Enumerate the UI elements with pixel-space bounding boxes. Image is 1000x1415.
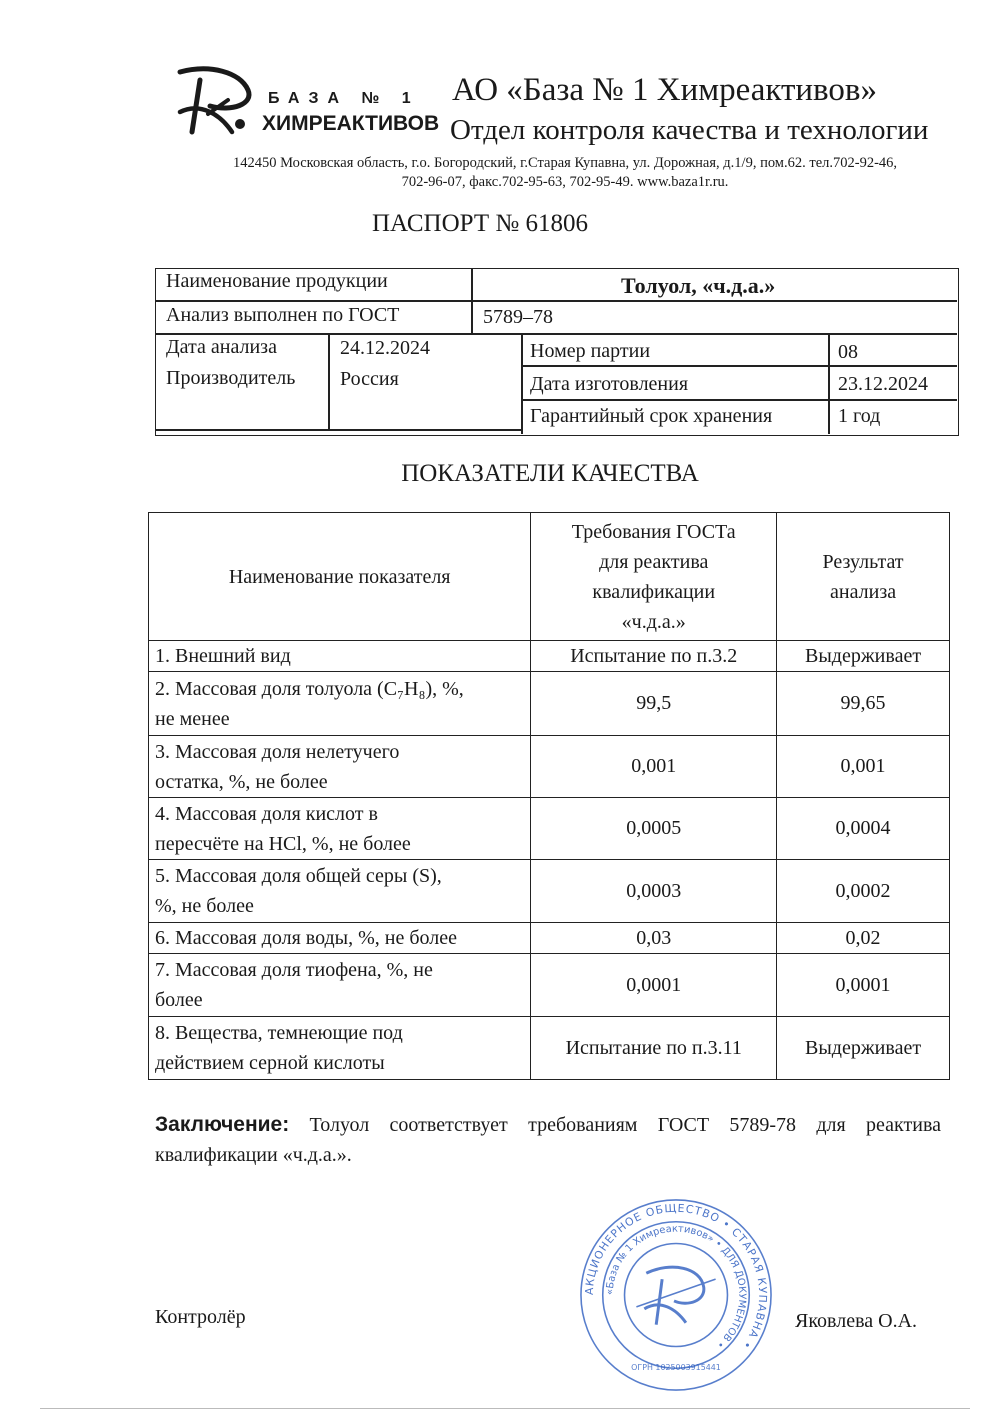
quality-table (148, 512, 950, 1080)
result-value: 0,0004 (777, 798, 950, 860)
requirement-value: 0,001 (531, 736, 777, 798)
quality-header-row (149, 513, 950, 641)
table-row (149, 641, 950, 672)
result-value: 99,65 (777, 672, 950, 736)
address-line1: 142450 Московская область, г.о. Богородский, г.Старая Купавна, ул. Дорожная, д.1/9, пом.62. тел.702-92-46, (232, 155, 898, 171)
table-row (149, 954, 950, 1017)
table-row (149, 923, 950, 954)
requirement-value: Испытание по п.3.2 (531, 641, 777, 672)
result-value: Выдерживает (777, 641, 950, 672)
manufacturer-label: Производитель (166, 367, 296, 389)
passport-title-text: ПАСПОРТ № 61806 (372, 210, 588, 237)
table-row (149, 1017, 950, 1080)
address-line2: 702-96-07, факс.702-95-63, 702-95-49. www.baza1r.ru. (401, 174, 729, 190)
manufacture-date-value: 23.12.2024 (838, 373, 928, 395)
result-value: Выдерживает (777, 1017, 950, 1080)
analysis-date-label: Дата анализа (166, 336, 277, 358)
analysis-date-value: 24.12.2024 (340, 337, 430, 359)
column-header-requirement: Требования ГОСТа для реактива квалификации «ч.д.а.» (531, 513, 777, 641)
product-info-table (155, 268, 959, 436)
controller-label: Контролёр (155, 1306, 246, 1328)
result-value: 0,02 (777, 923, 950, 954)
shelf-life-label: Гарантийный срок хранения (530, 405, 773, 427)
gost-label: Анализ выполнен по ГОСТ (166, 304, 400, 326)
table-row (149, 798, 950, 860)
table-row (149, 672, 950, 736)
company-logo-icon (170, 62, 262, 140)
requirement-value: 99,5 (531, 672, 777, 736)
stamp-outer-text: АКЦИОНЕРНОЕ ОБЩЕСТВО • СТАРАЯ КУПАВНА • (582, 1201, 770, 1352)
signer-name: Яковлева О.А. (795, 1310, 918, 1332)
indicator-name: 4. Массовая доля кислот в пересчёте на HCl, %, не более (149, 798, 531, 860)
indicator-name: 2. Массовая доля толуола (C₇H₈), %, не менее (149, 672, 531, 736)
quality-title-text: ПОКАЗАТЕЛИ КАЧЕСТВА (401, 460, 699, 487)
conclusion (155, 1110, 941, 1170)
quality-section-title (0, 460, 1000, 488)
shelf-life-value: 1 год (838, 405, 881, 427)
department-name: Отдел контроля качества и технологии (450, 114, 929, 146)
result-value: 0,001 (777, 736, 950, 798)
logo-text-line1: БАЗА № 1 (268, 90, 420, 107)
requirement-value: Испытание по п.3.11 (531, 1017, 777, 1080)
indicator-name: 5. Массовая доля общей серы (S), %, не более (149, 860, 531, 923)
company-stamp-icon (577, 1196, 775, 1394)
company-address (170, 154, 960, 192)
requirement-value: 0,03 (531, 923, 777, 954)
batch-label: Номер партии (530, 340, 651, 362)
conclusion-label: Заключение: (155, 1113, 290, 1136)
column-header-result: Результат анализа (777, 513, 950, 641)
indicator-name: 8. Вещества, темнеющие под действием серной кислоты (149, 1017, 531, 1080)
manufacturer-value: Россия (340, 368, 399, 390)
indicator-name: 1. Внешний вид (149, 641, 531, 672)
company-name: АО «База № 1 Химреактивов» (452, 72, 877, 108)
requirement-value: 0,0001 (531, 954, 777, 1017)
column-header-name: Наименование показателя (149, 513, 531, 641)
svg-text:«База № 1 Химреактивов» • ДЛЯ (605, 1224, 748, 1351)
manufacture-date-label: Дата изготовления (530, 373, 689, 395)
passport-title (0, 210, 1000, 238)
indicator-name: 7. Массовая доля тиофена, %, не более (149, 954, 531, 1017)
indicator-name: 6. Массовая доля воды, %, не более (149, 923, 531, 954)
table-row (149, 736, 950, 798)
requirement-value: 0,0005 (531, 798, 777, 860)
indicator-name: 3. Массовая доля нелетучего остатка, %, не более (149, 736, 531, 798)
logo-text-line2: ХИМРЕАКТИВОВ (262, 112, 440, 135)
result-value: 0,0002 (777, 860, 950, 923)
product-label: Наименование продукции (166, 270, 388, 292)
batch-value: 08 (838, 341, 858, 363)
product-value: Толуол, «ч.д.а.» (621, 273, 776, 298)
stamp-ogrn: ОГРН 1025003915441 (631, 1363, 721, 1373)
requirement-value: 0,0003 (531, 860, 777, 923)
gost-value: 5789–78 (483, 306, 553, 328)
page-bottom-edge (40, 1408, 970, 1409)
conclusion-text: Толуол соответствует требованиям ГОСТ 5789-78 для реактива квалификации «ч.д.а.». (155, 1114, 941, 1166)
table-row (149, 860, 950, 923)
stamp-inner-text: «База № 1 Химреактивов» • ДЛЯ ДОКУМЕНТОВ • (604, 1223, 748, 1351)
result-value: 0,0001 (777, 954, 950, 1017)
